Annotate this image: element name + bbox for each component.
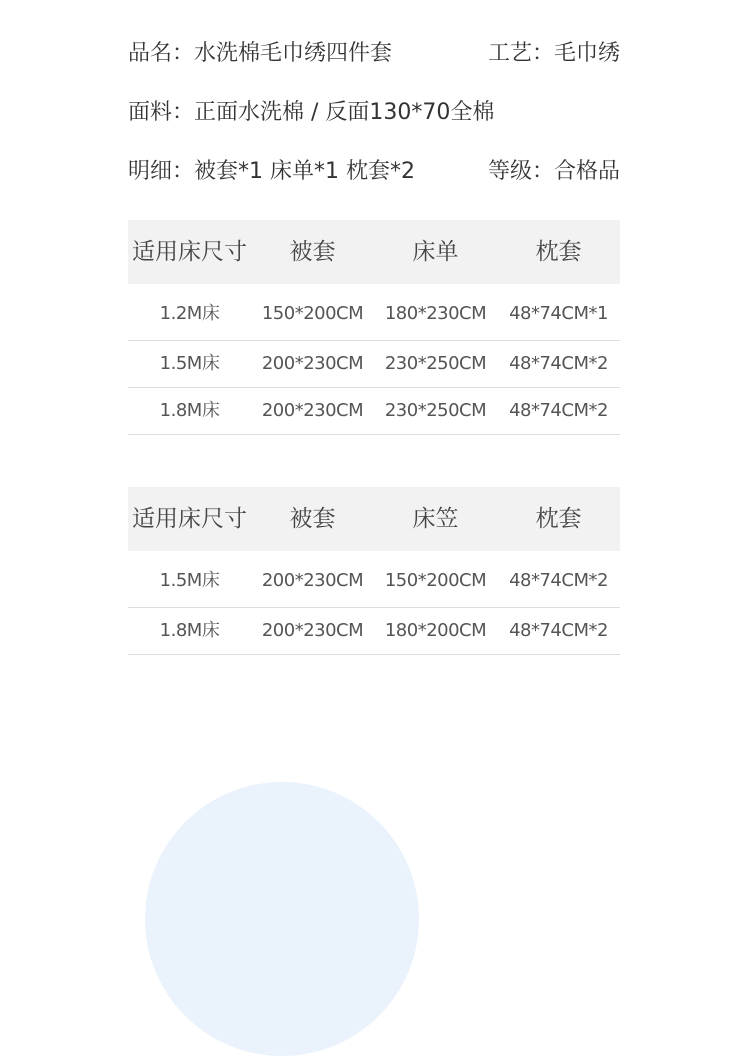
cell-pillowcase: 48*74CM*2	[509, 353, 608, 374]
size-table-fitted-sheet	[128, 487, 620, 655]
cell-size: 1.8M床	[159, 620, 220, 641]
cell-pillowcase: 48*74CM*1	[509, 303, 608, 324]
table-row	[128, 388, 620, 435]
table-header	[128, 220, 620, 284]
header-cell-fitted-sheet: 床笠	[412, 506, 459, 532]
cell-fitted-sheet: 150*200CM	[384, 570, 487, 591]
grade: 等级：合格品	[487, 159, 620, 184]
cell-duvet: 200*230CM	[261, 353, 364, 374]
table-row	[128, 608, 620, 655]
fabric: 面料：正面水洗棉 / 反面130*70全棉	[128, 100, 495, 125]
cell-duvet: 150*200CM	[261, 303, 364, 324]
header-cell-pillowcase: 枕套	[535, 239, 582, 265]
table-row	[128, 551, 620, 608]
cell-size: 1.5M床	[159, 353, 220, 374]
cell-sheet: 230*250CM	[384, 400, 487, 421]
header-cell-pillowcase: 枕套	[535, 506, 582, 532]
cell-pillowcase: 48*74CM*2	[509, 570, 608, 591]
cell-fitted-sheet: 180*200CM	[384, 620, 487, 641]
info-row-fabric	[128, 98, 620, 128]
cell-pillowcase: 48*74CM*2	[509, 620, 608, 641]
table-row	[128, 284, 620, 341]
header-cell-size: 适用床尺寸	[132, 239, 247, 265]
header-cell-size: 适用床尺寸	[132, 506, 247, 532]
decorative-circle	[145, 782, 419, 1056]
table-header	[128, 487, 620, 551]
craft: 工艺：毛巾绣	[487, 41, 620, 66]
info-row-detail	[128, 157, 620, 187]
cell-size: 1.8M床	[159, 400, 220, 421]
cell-size: 1.5M床	[159, 570, 220, 591]
cell-pillowcase: 48*74CM*2	[509, 400, 608, 421]
cell-duvet: 200*230CM	[261, 570, 364, 591]
detail: 明细：被套*1 床单*1 枕套*2	[128, 159, 415, 184]
cell-sheet: 230*250CM	[384, 353, 487, 374]
product-name: 品名：水洗棉毛巾绣四件套	[128, 41, 393, 66]
size-table-flat-sheet	[128, 220, 620, 435]
header-cell-duvet: 被套	[289, 239, 336, 265]
header-cell-sheet: 床单	[412, 239, 459, 265]
cell-duvet: 200*230CM	[261, 400, 364, 421]
cell-sheet: 180*230CM	[384, 303, 487, 324]
info-row-name	[128, 39, 620, 69]
table-row	[128, 341, 620, 388]
cell-size: 1.2M床	[159, 303, 220, 324]
cell-duvet: 200*230CM	[261, 620, 364, 641]
header-cell-duvet: 被套	[289, 506, 336, 532]
